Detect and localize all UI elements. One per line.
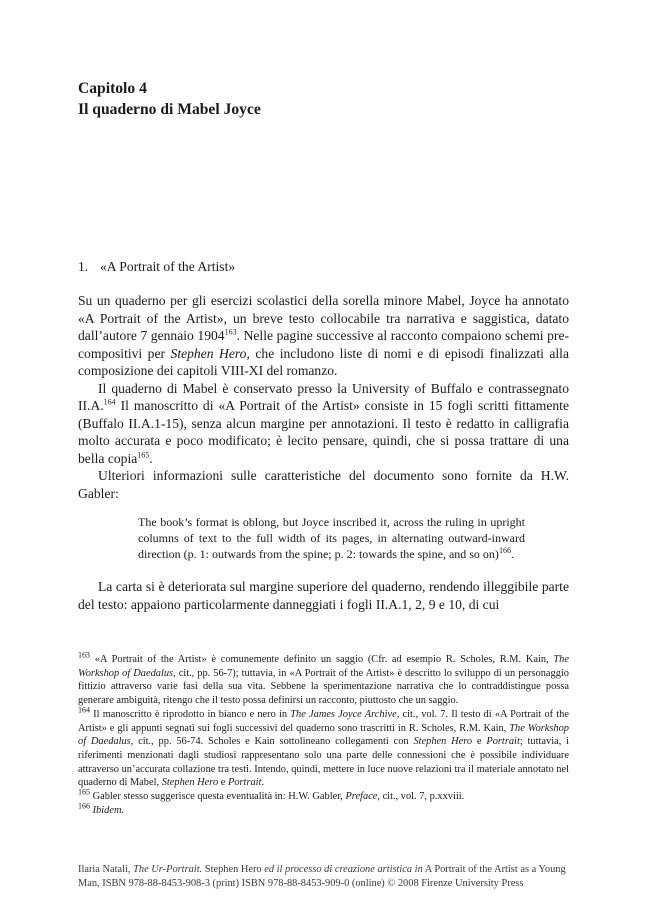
p1-text-a: Su un quaderno per gli esercizi scolastici della sorella minore Mabel, Joyce ha annotato «A Portrait of the Artist», un breve testo collocabile tra narrativa e saggistica, datato dall’autore 7 gennaio 1904	[78, 293, 569, 343]
footnote-text: .	[261, 777, 265, 789]
footnote-italic: The Workshop of Daedalus	[78, 654, 569, 679]
imprint-text: A Portrait of the Artist as a Young Man, ISBN 978-88-8453-908-3 (print) ISBN 978-88-8453-909-0 (online) © 2008 Firenze University Press	[78, 864, 566, 889]
p2-text-a: Il quaderno di Mabel è conservato presso la University of Buffalo e contrassegnato II.A.	[78, 380, 569, 413]
p1-text-c: , che includono liste di nomi e di episodi finalizzati alla composizione dei capitoli VIII-XI del romanzo.	[78, 345, 569, 378]
footnote-164	[78, 705, 569, 790]
footnote-text: e	[472, 736, 487, 748]
footnote-italic: Portrait	[227, 777, 262, 789]
p1-text-b: . Nelle pagine successive al racconto compaiono schemi pre-compositivi per	[78, 328, 570, 361]
footnote-text: Il manoscritto è riprodotto in bianco e nero in	[90, 708, 291, 720]
chapter-number: Capitolo 4	[78, 80, 147, 97]
p1-title-stephen-hero: Stephen Hero	[170, 345, 247, 361]
publication-imprint	[78, 863, 578, 891]
footnote-number: 166	[78, 801, 90, 811]
section-title: «A Portrait of the Artist»	[100, 259, 236, 274]
chapter-heading	[78, 78, 578, 120]
footnote-number: 163	[78, 650, 90, 660]
imprint-title: The Ur-Portrait.	[133, 864, 203, 875]
footnotes	[78, 650, 569, 817]
footnote-ref-166[interactable]: 166	[498, 546, 511, 555]
footnote-text: e	[218, 777, 228, 789]
footnote-italic: Stephen Hero	[413, 736, 473, 748]
body-text	[78, 292, 569, 613]
footnote-text: ; tuttavia, i riferimenti menzionati dagli studiosi rappresentano solo una parte delle connessioni che è possibile individuare attraverso un’accurata collazione tra testi. Intendo, quindi, mettere in luce nuove relazioni tra il materiale annotato nel quaderno di Mabel,	[78, 736, 569, 789]
footnote-italic: Ibidem.	[90, 804, 125, 816]
footnote-text: , cit., pp. 56-7); tuttavia, in «A Portrait of the Artist» è descritto lo sviluppo di un personaggio fittizio attraverso varie fasi della sua vita. Sebbene la sperimentazione narrativa che lo contraddistingue possa generare ambiguità, ritengo che il testo possa definirsi un racconto, piuttosto che un saggio.	[78, 667, 569, 707]
paragraph-3: Ulteriori informazioni sulle caratteristiche del documento sono fornite da H.W. Gabler:	[78, 468, 569, 501]
footnote-text: Gabler stesso suggerisce questa eventualità in: H.W. Gabler,	[90, 791, 346, 803]
imprint-italic: ed il processo di creazione artistica in	[264, 864, 423, 875]
paragraph-2	[78, 380, 569, 468]
footnote-166	[78, 801, 569, 818]
imprint-text: Stephen Hero	[202, 864, 265, 875]
footnote-ref-163[interactable]: 163	[224, 327, 237, 337]
section-heading	[78, 258, 235, 276]
chapter-title: Il quaderno di Mabel Joyce	[78, 101, 261, 118]
footnote-number: 165	[78, 787, 90, 797]
quote-end: .	[510, 547, 514, 561]
footnote-163	[78, 650, 569, 708]
quote-text: The book’s format is oblong, but Joyce inscribed it, across the ruling in upright columns of text to the full width of its pages, in alternating outward-inward direction (p. 1: outwards from the spine; p. 2: towards the spine, and so on)	[138, 515, 525, 561]
footnote-italic: The Workshop of Daedalus	[78, 722, 569, 748]
footnote-text: , cit., vol. 7. Il testo di «A Portrait of the Artist» e gli appunti segnati sui fogli successivi del quaderno sono trascritti in R. Scholes, R.M. Kain,	[78, 708, 569, 734]
p2-text-c: .	[149, 450, 153, 466]
footnote-text: «A Portrait of the Artist» è comunemente definito un saggio (Cfr. ad esempio R. Scholes, R.M. Kain,	[90, 654, 554, 665]
footnote-number: 164	[78, 705, 90, 715]
footnote-ref-165[interactable]: 165	[137, 449, 150, 459]
footnote-italic: Stephen Hero	[161, 777, 219, 789]
imprint-author: Ilaria Natali,	[78, 864, 134, 875]
paragraph-4: La carta si è deteriorata sul margine superiore del quaderno, rendendo illeggibile parte del testo: appaiono particolarmente danneggiati i fogli II.A.1, 2, 9 e 10, di cui	[78, 579, 569, 612]
footnote-text: , cit., pp. 56-74. Scholes e Kain sottolineano collegamenti con	[130, 736, 414, 748]
footnote-italic: The James Joyce Archive	[290, 708, 397, 720]
footnote-165	[78, 787, 569, 804]
footnote-italic: Portrait	[486, 736, 520, 748]
paragraph-1	[78, 292, 569, 380]
footnote-text: , cit., vol. 7, p.xxviii.	[377, 791, 465, 803]
section-number: 1.	[78, 259, 89, 274]
footnote-ref-164[interactable]: 164	[103, 397, 116, 407]
block-quote	[138, 514, 525, 562]
p2-text-b: Il manoscritto di «A Portrait of the Artist» consiste in 15 fogli scritti fittamente (Buffalo II.A.1-15), senza alcun margine per annotazioni. Il testo è redatto in calligrafia molto accurata e poco modificato; è lecito pensare, quindi, che si possa trattare di una bella copia	[78, 398, 569, 466]
footnote-italic: Preface	[345, 791, 378, 803]
